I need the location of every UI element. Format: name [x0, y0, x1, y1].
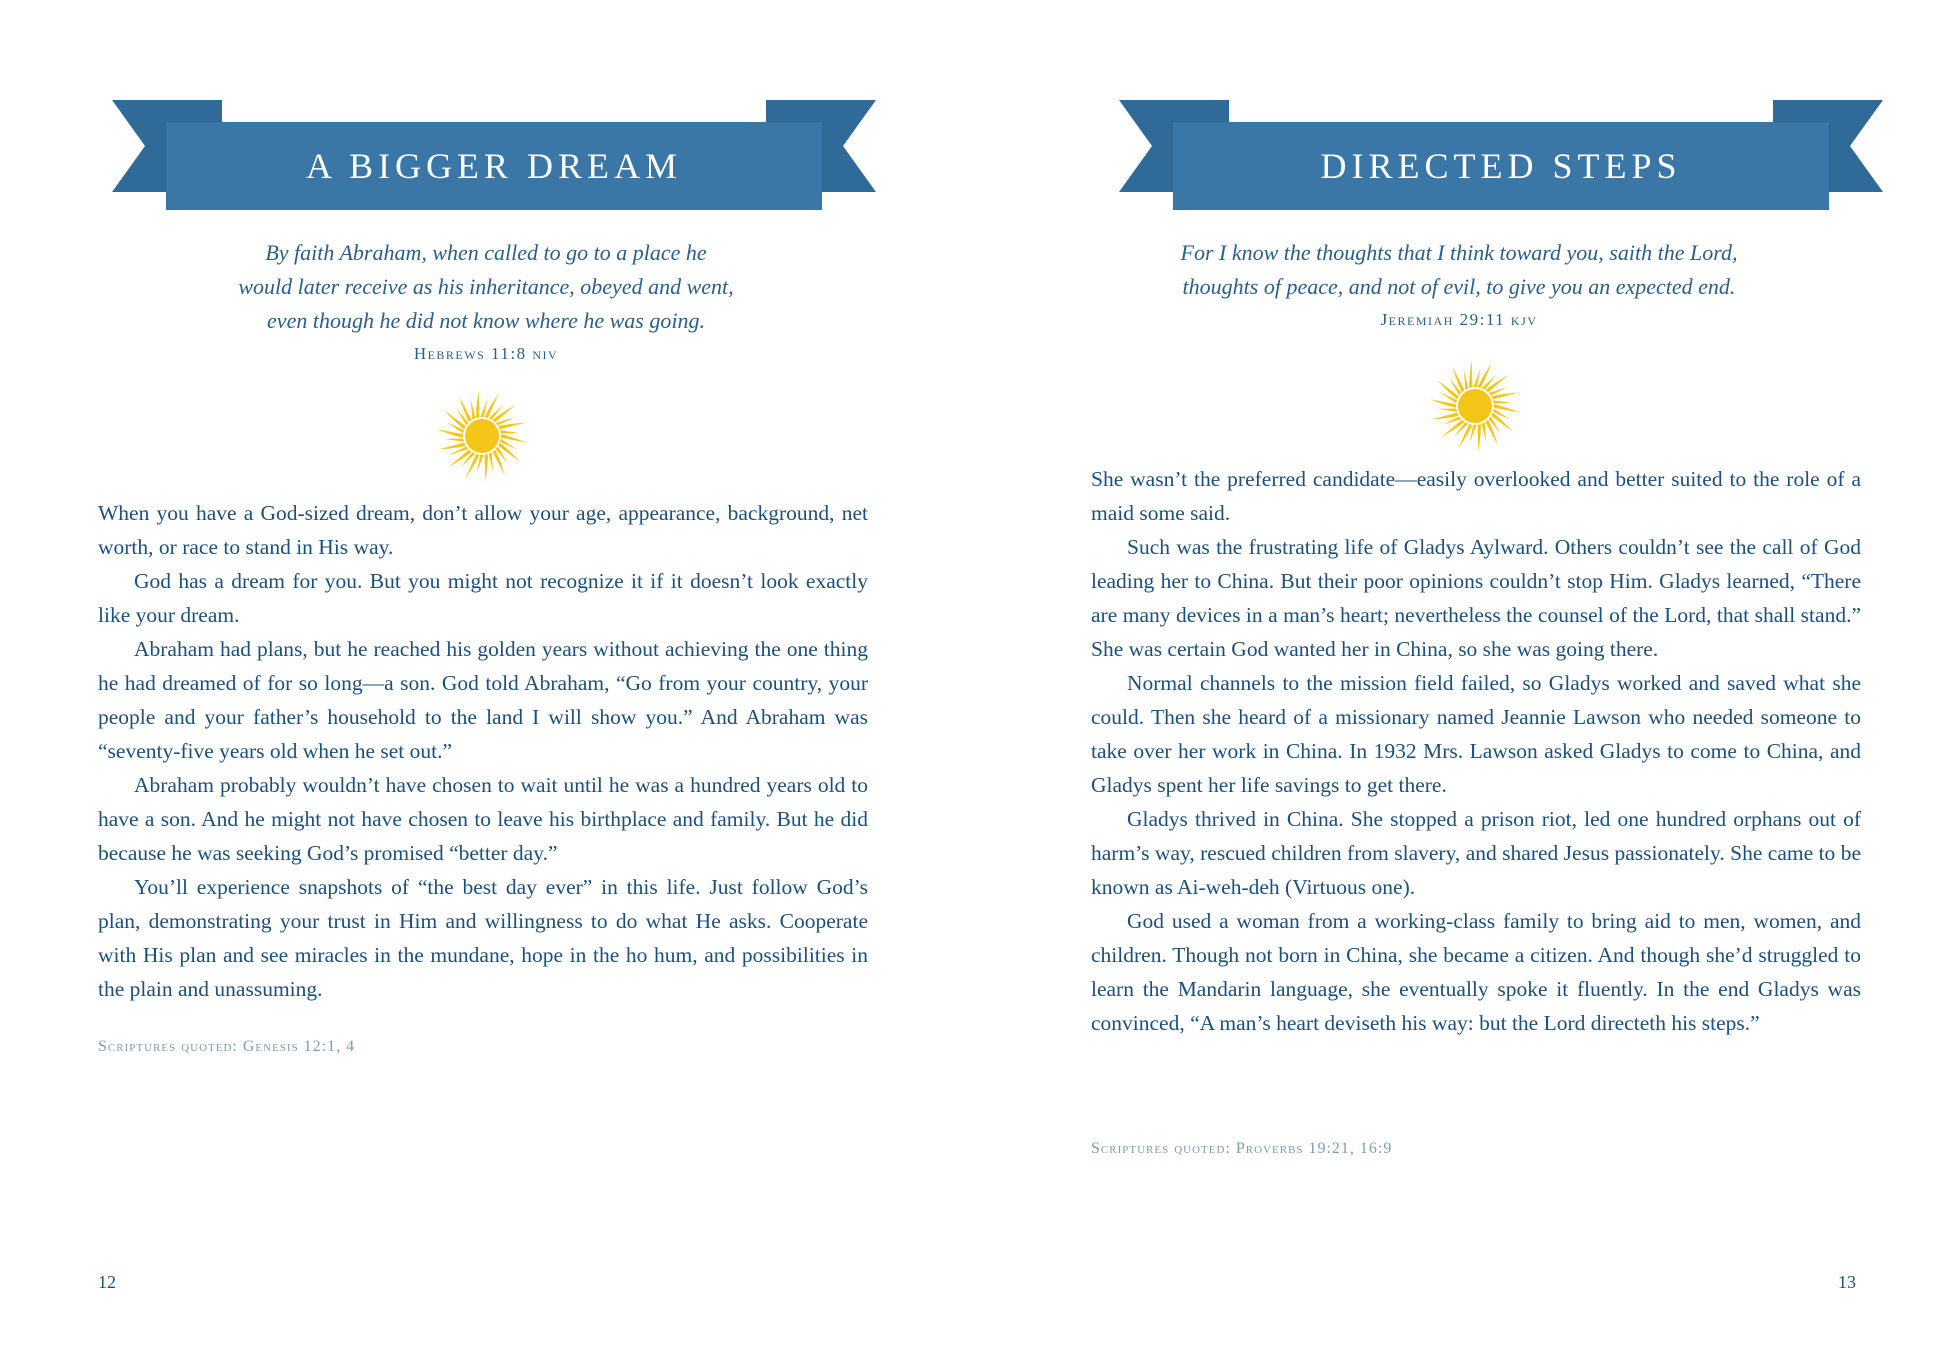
sun-ray: [1458, 424, 1472, 449]
sun-ray: [1464, 370, 1469, 390]
sun-ray: [1478, 363, 1492, 388]
body-text: [98, 496, 868, 1006]
scriptures-quoted: Scriptures quoted: Genesis 12:1, 4: [98, 1038, 356, 1055]
sun-ray: [498, 422, 526, 429]
scriptures-quoted: Scriptures quoted: Proverbs 19:21, 16:9: [1091, 1140, 1393, 1157]
sun-ray: [1493, 400, 1513, 403]
sun-ray: [500, 430, 520, 433]
verse-line: thoughts of peace, and not of evil, to give you an expected end.: [1182, 274, 1736, 299]
sun-ray: [1482, 422, 1487, 442]
epigraph-verse: [1069, 236, 1849, 304]
right-page: [973, 0, 1946, 1362]
sun-ray: [485, 454, 488, 482]
verse-line: even though he did not know where he was going.: [267, 308, 705, 333]
sun-ray: [1491, 392, 1519, 399]
banner-ribbon: [166, 122, 822, 210]
paragraph: Abraham probably wouldn’t have chosen to wait until he was a hundred years old to have a son. And he might not have chosen to leave his birthplace and family. But he did because he was seeking God’s promised “better day.”: [98, 773, 868, 865]
page-number: 13: [1838, 1272, 1856, 1292]
page-number: 12: [98, 1272, 116, 1292]
paragraph: When you have a God-sized dream, don’t allow your age, appearance, background, net worth, or race to stand in His way.: [98, 501, 868, 559]
sun-ray: [492, 450, 505, 476]
sun-icon: [432, 386, 532, 486]
verse-reference: Hebrews 11:8 niv: [413, 344, 559, 363]
paragraph: Such was the frustrating life of Gladys Aylward. Others couldn’t see the call of God leading her to China. But their poor opinions couldn’t stop Him. Gladys learned, “There are many devices in a man’s heart; nevertheless the counsel of the Lord, that shall stand.” She was certain God wanted her in China, so she was going there.: [1091, 535, 1861, 661]
sun-ray: [476, 390, 479, 418]
title-banner: [1103, 96, 1883, 226]
paragraph: God has a dream for you. But you might not recognize it if it doesn’t look exactly like your dream.: [98, 569, 868, 627]
sun-ray: [489, 452, 494, 472]
banner-ribbon: [1173, 122, 1829, 210]
verse-reference: Jeremiah 29:11 kjv: [1380, 310, 1538, 329]
sun-ray: [1478, 424, 1481, 452]
sun-ray: [1437, 409, 1457, 412]
page-title: A BIGGER DREAM: [305, 146, 683, 186]
paragraph: You’ll experience snapshots of “the best day ever” in this life. Just follow God’s plan, demonstrating your trust in Him and willingness to do what He asks. Cooperate with His plan and see miracles in the mundane, hope in the ho hum, and possibilities in the plain and unassuming.: [98, 875, 868, 1001]
sun-ray: [471, 400, 476, 420]
verse-line: would later receive as his inheritance, obeyed and went,: [238, 274, 734, 299]
verse-line: For I know the thoughts that I think toward you, saith the Lord,: [1180, 240, 1738, 265]
sun-ray: [438, 443, 466, 450]
sun-ray: [485, 393, 499, 418]
sun-ray: [1452, 366, 1465, 392]
sun-ray: [1431, 413, 1459, 420]
sun-ray: [465, 454, 479, 479]
body-text: [1091, 462, 1861, 1040]
sun-ray: [1469, 360, 1472, 388]
verse-line: By faith Abraham, when called to go to a place he: [265, 240, 707, 265]
sun-ray: [444, 439, 464, 442]
page-title: DIRECTED STEPS: [1320, 146, 1682, 186]
sun-ray: [459, 396, 472, 422]
paragraph: Normal channels to the mission field failed, so Gladys worked and saved what she could. Then she heard of a missionary named Jeannie Lawson who needed someone to take over her work in China. In 1932 Mrs. Lawson asked Gladys to come to China, and Gladys spent her life savings to get there.: [1091, 671, 1861, 797]
paragraph: Abraham had plans, but he reached his golden years without achieving the one thing he had dreamed of for so long—a son. God told Abraham, “Go from your country, your people and your father’s household to the land I will show you.” And Abraham was “seventy-five years old when he set out.”: [98, 637, 868, 763]
sun-ray: [1485, 420, 1498, 446]
paragraph: God used a woman from a working-class family to bring aid to men, women, and children. Though not born in China, she became a citizen. And though she’d struggled to learn the Mandarin language, she eventually spoke it fluently. In the end Gladys was convinced, “A man’s heart deviseth his way: but the Lord directeth his steps.”: [1091, 909, 1861, 1035]
paragraph: Gladys thrived in China. She stopped a prison riot, led one hundred orphans out of harm’s way, rescued children from slavery, and shared Jesus passionately. She came to be known as Ai-weh-deh (Virtuous one).: [1091, 807, 1861, 899]
epigraph-verse: [96, 236, 876, 338]
paragraph: She wasn’t the preferred candidate—easily overlooked and better suited to the role of a maid some said.: [1091, 467, 1861, 525]
sun-icon: [1425, 356, 1525, 456]
title-banner: [96, 96, 876, 226]
